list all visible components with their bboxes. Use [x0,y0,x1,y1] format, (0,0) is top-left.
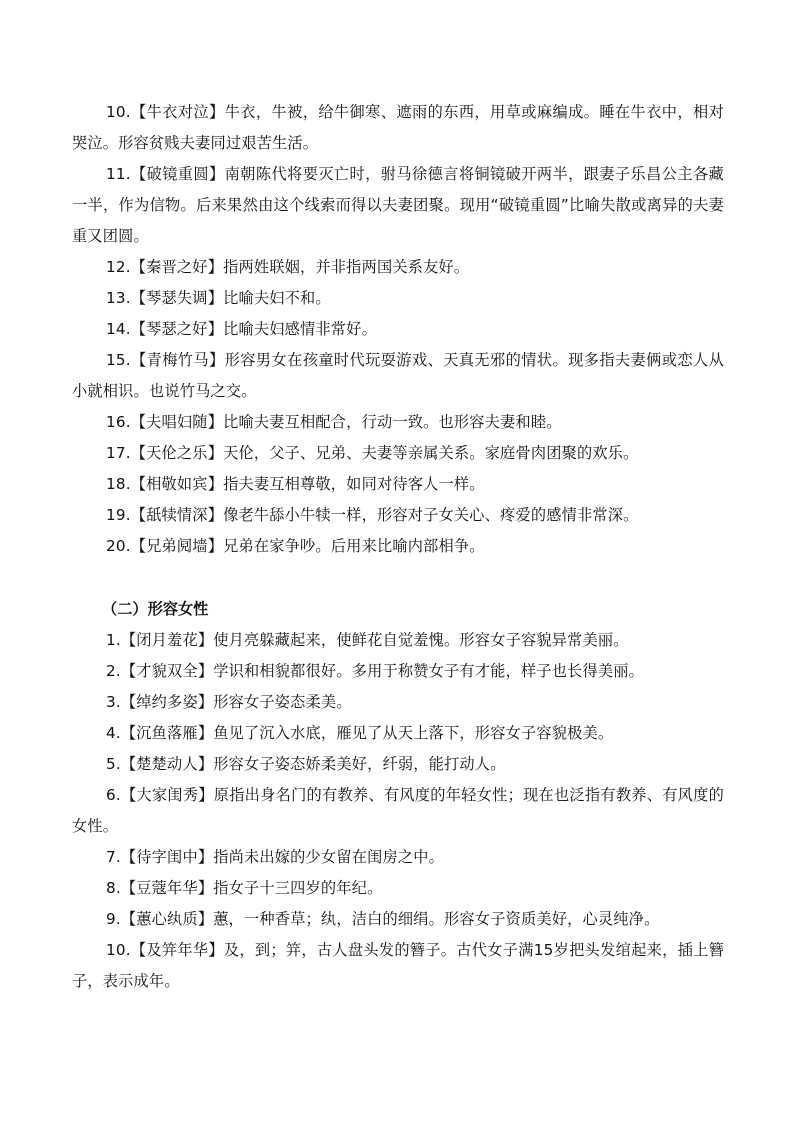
section-female-idioms [72,594,724,997]
idiom-entry: 19.【舐犊情深】像老牛舔小牛犊一样，形容对子女关心、疼爱的感情非常深。 [106,506,639,524]
idiom-entry: 9.【蕙心纨质】蕙，一种香草；纨，洁白的细绢。形容女子资质美好，心灵纯净。 [106,910,660,928]
idiom-entry: 11.【破镜重圆】南朝陈代将要灭亡时，驸马徐德言将铜镜破开两半，跟妻子乐昌公主各藏一半，作为信物。后来果然由这个线索而得以夫妻团聚。现用“破镜重圆”比喻失散或离异的夫妻重又团圆。 [72,165,724,245]
idiom-entry: 4.【沉鱼落雁】鱼见了沉入水底，雁见了从天上落下，形容女子容貌极美。 [106,724,614,742]
idiom-entry: 10.【牛衣对泣】牛衣，牛被，给牛御寒、遮雨的东西，用草或麻编成。睡在牛衣中，相对哭泣。形容贫贱夫妻同过艰苦生活。 [72,103,724,152]
section-spacer [72,562,724,594]
idiom-entry: 17.【天伦之乐】天伦，父子、兄弟、夫妻等亲属关系。家庭骨肉团聚的欢乐。 [106,444,639,462]
document-body [72,97,724,997]
section-spouse-idioms [72,97,724,562]
idiom-entry: 3.【绰约多姿】形容女子姿态柔美。 [106,693,352,711]
idiom-entry: 14.【琴瑟之好】比喻夫妇感情非常好。 [106,320,377,338]
idiom-entry: 15.【青梅竹马】形容男女在孩童时代玩耍游戏、天真无邪的情状。现多指夫妻俩或恋人从小就相识。也说竹马之交。 [72,351,724,400]
idiom-entry: 6.【大家闺秀】原指出身名门的有教养、有风度的年轻女性；现在也泛指有教养、有风度的女性。 [72,786,724,835]
idiom-entry: 10.【及笄年华】及，到；笄，古人盘头发的簪子。古代女子满15岁把头发绾起来，插上簪子，表示成年。 [72,941,724,990]
idiom-entry: 1.【闭月羞花】使月亮躲藏起来，使鲜花自觉羞愧。形容女子容貌异常美丽。 [106,631,629,649]
idiom-entry: 8.【豆蔻年华】指女子十三四岁的年纪。 [106,879,383,897]
idiom-entry: 20.【兄弟阋墙】兄弟在家争吵。后用来比喻内部相争。 [106,537,485,555]
idiom-entry: 13.【琴瑟失调】比喻夫妇不和。 [106,289,331,307]
idiom-entry: 16.【夫唱妇随】比喻夫妻互相配合，行动一致。也形容夫妻和睦。 [106,413,562,431]
idiom-entry: 18.【相敬如宾】指夫妻互相尊敬，如同对待客人一样。 [106,475,485,493]
idiom-entry: 5.【楚楚动人】形容女子姿态娇柔美好，纤弱，能打动人。 [106,755,506,773]
section-heading: （二）形容女性 [102,600,209,618]
idiom-entry: 12.【秦晋之好】指两姓联姻，并非指两国关系友好。 [106,258,470,276]
idiom-entry: 2.【才貌双全】学识和相貌都很好。多用于称赞女子有才能，样子也长得美丽。 [106,662,645,680]
idiom-entry: 7.【待字闺中】指尚未出嫁的少女留在闺房之中。 [106,848,445,866]
